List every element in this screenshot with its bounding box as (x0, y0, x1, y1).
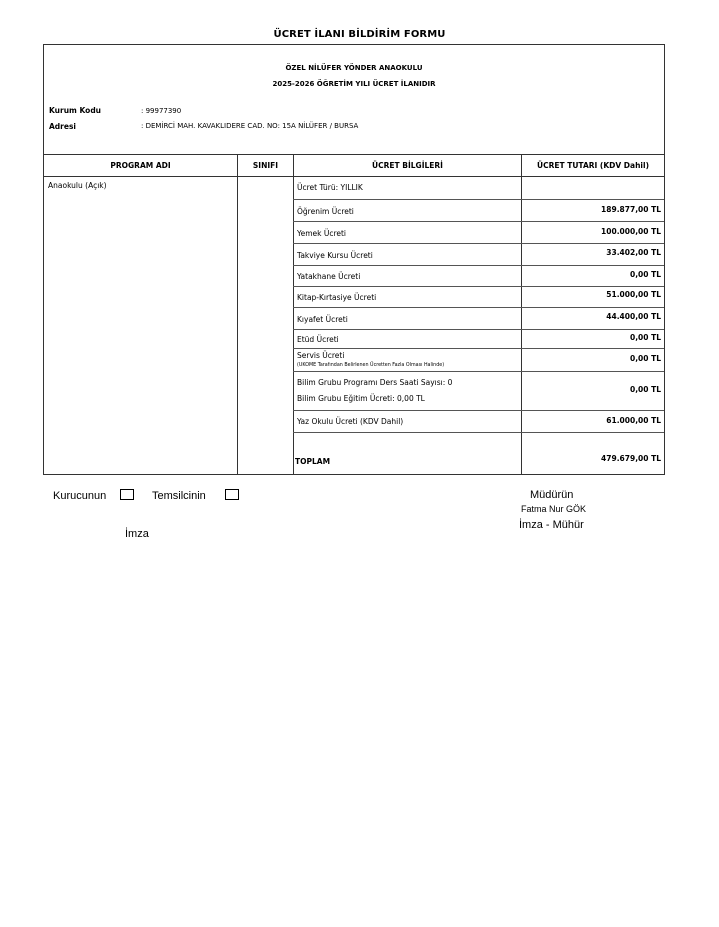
row-divider (293, 221, 664, 222)
principal-name: Fatma Nur GÖK (521, 504, 587, 514)
founder-checkbox[interactable] (120, 489, 134, 500)
fee-row-amount: 51.000,00 TL (606, 290, 661, 299)
row-divider (293, 307, 664, 308)
fee-row-amount: 0,00 TL (629, 354, 661, 363)
fee-row-label: Bilim Grubu Programı Ders Saati Sayısı: 0 (297, 378, 453, 387)
adres-label: Adresi (49, 122, 76, 131)
fee-row-amount: 189.877,00 TL (601, 205, 661, 214)
fee-row-amount: 61.000,00 TL (606, 416, 661, 425)
fee-row-amount: 0,00 TL (629, 270, 661, 279)
fee-form-box (43, 44, 665, 475)
fee-row-note: (UKOME Tarafından Belirlenen Ücretten Fazla Olması Halinde) (297, 363, 445, 368)
principal-sign-label: İmza - Mühür (519, 519, 584, 531)
column-header-fee-amount: ÜCRET TUTARI (KDV Dahil) (536, 161, 650, 170)
total-label: TOPLAM (295, 457, 331, 466)
signature-label: İmza (125, 528, 149, 540)
row-divider (293, 329, 664, 330)
row-divider (293, 371, 664, 372)
fee-row-amount: 44.400,00 TL (606, 312, 661, 321)
fee-row-label: Öğrenim Ücreti (297, 207, 354, 216)
row-divider (293, 199, 664, 200)
year-title: 2025-2026 ÖĞRETİM YILI ÜCRET İLANIDIR (272, 80, 436, 88)
fee-row-label: Yaz Okulu Ücreti (KDV Dahil) (297, 417, 404, 426)
fee-row-amount: 33.402,00 TL (606, 248, 661, 257)
divider (44, 176, 664, 177)
column-divider (521, 154, 522, 474)
fee-row-label: Yatakhane Ücreti (297, 272, 361, 281)
column-divider (293, 154, 294, 474)
school-name: ÖZEL NİLÜFER YÖNDER ANAOKULU (285, 64, 423, 72)
row-divider (293, 265, 664, 266)
column-header-fee-info: ÜCRET BİLGİLERİ (372, 161, 443, 170)
fee-row-amount: 0,00 TL (629, 333, 661, 342)
fee-row-label-secondary: Bilim Grubu Eğitim Ücreti: 0,00 TL (297, 394, 425, 403)
adres-value: : DEMİRCİ MAH. KAVAKLIDERE CAD. NO: 15A NİLÜFER / BURSA (141, 122, 359, 130)
fee-row-label: Kıyafet Ücreti (297, 315, 348, 324)
fee-row-label: Yemek Ücreti (297, 229, 347, 238)
fee-row-label: Kitap-Kırtasiye Ücreti (297, 293, 377, 302)
program-name: Anaokulu (Açık) (48, 181, 107, 190)
founder-label: Kurucunun (53, 490, 107, 502)
column-divider (237, 154, 238, 474)
row-divider (293, 348, 664, 349)
fee-row-label: Servis Ücreti (297, 351, 345, 360)
fee-row-label: Takviye Kursu Ücreti (297, 251, 373, 260)
representative-checkbox[interactable] (225, 489, 239, 500)
kurum-kodu-value: : 99977390 (141, 107, 182, 115)
kurum-kodu-label: Kurum Kodu (49, 106, 102, 115)
row-divider (293, 432, 664, 433)
fee-type-label: Ücret Türü: YILLIK (297, 183, 363, 192)
fee-row-label: Etüd Ücreti (297, 335, 339, 344)
principal-label: Müdürün (530, 489, 574, 501)
row-divider (293, 410, 664, 411)
row-divider (293, 243, 664, 244)
total-amount: 479.679,00 TL (601, 454, 661, 463)
fee-row-amount: 0,00 TL (629, 385, 661, 394)
fee-row-amount: 100.000,00 TL (601, 227, 661, 236)
form-title: ÜCRET İLANI BİLDİRİM FORMU (273, 29, 446, 40)
representative-label: Temsilcinin (152, 490, 206, 502)
column-header-class: SINIFI (252, 161, 279, 170)
row-divider (293, 286, 664, 287)
column-header-program: PROGRAM ADI (110, 161, 171, 170)
